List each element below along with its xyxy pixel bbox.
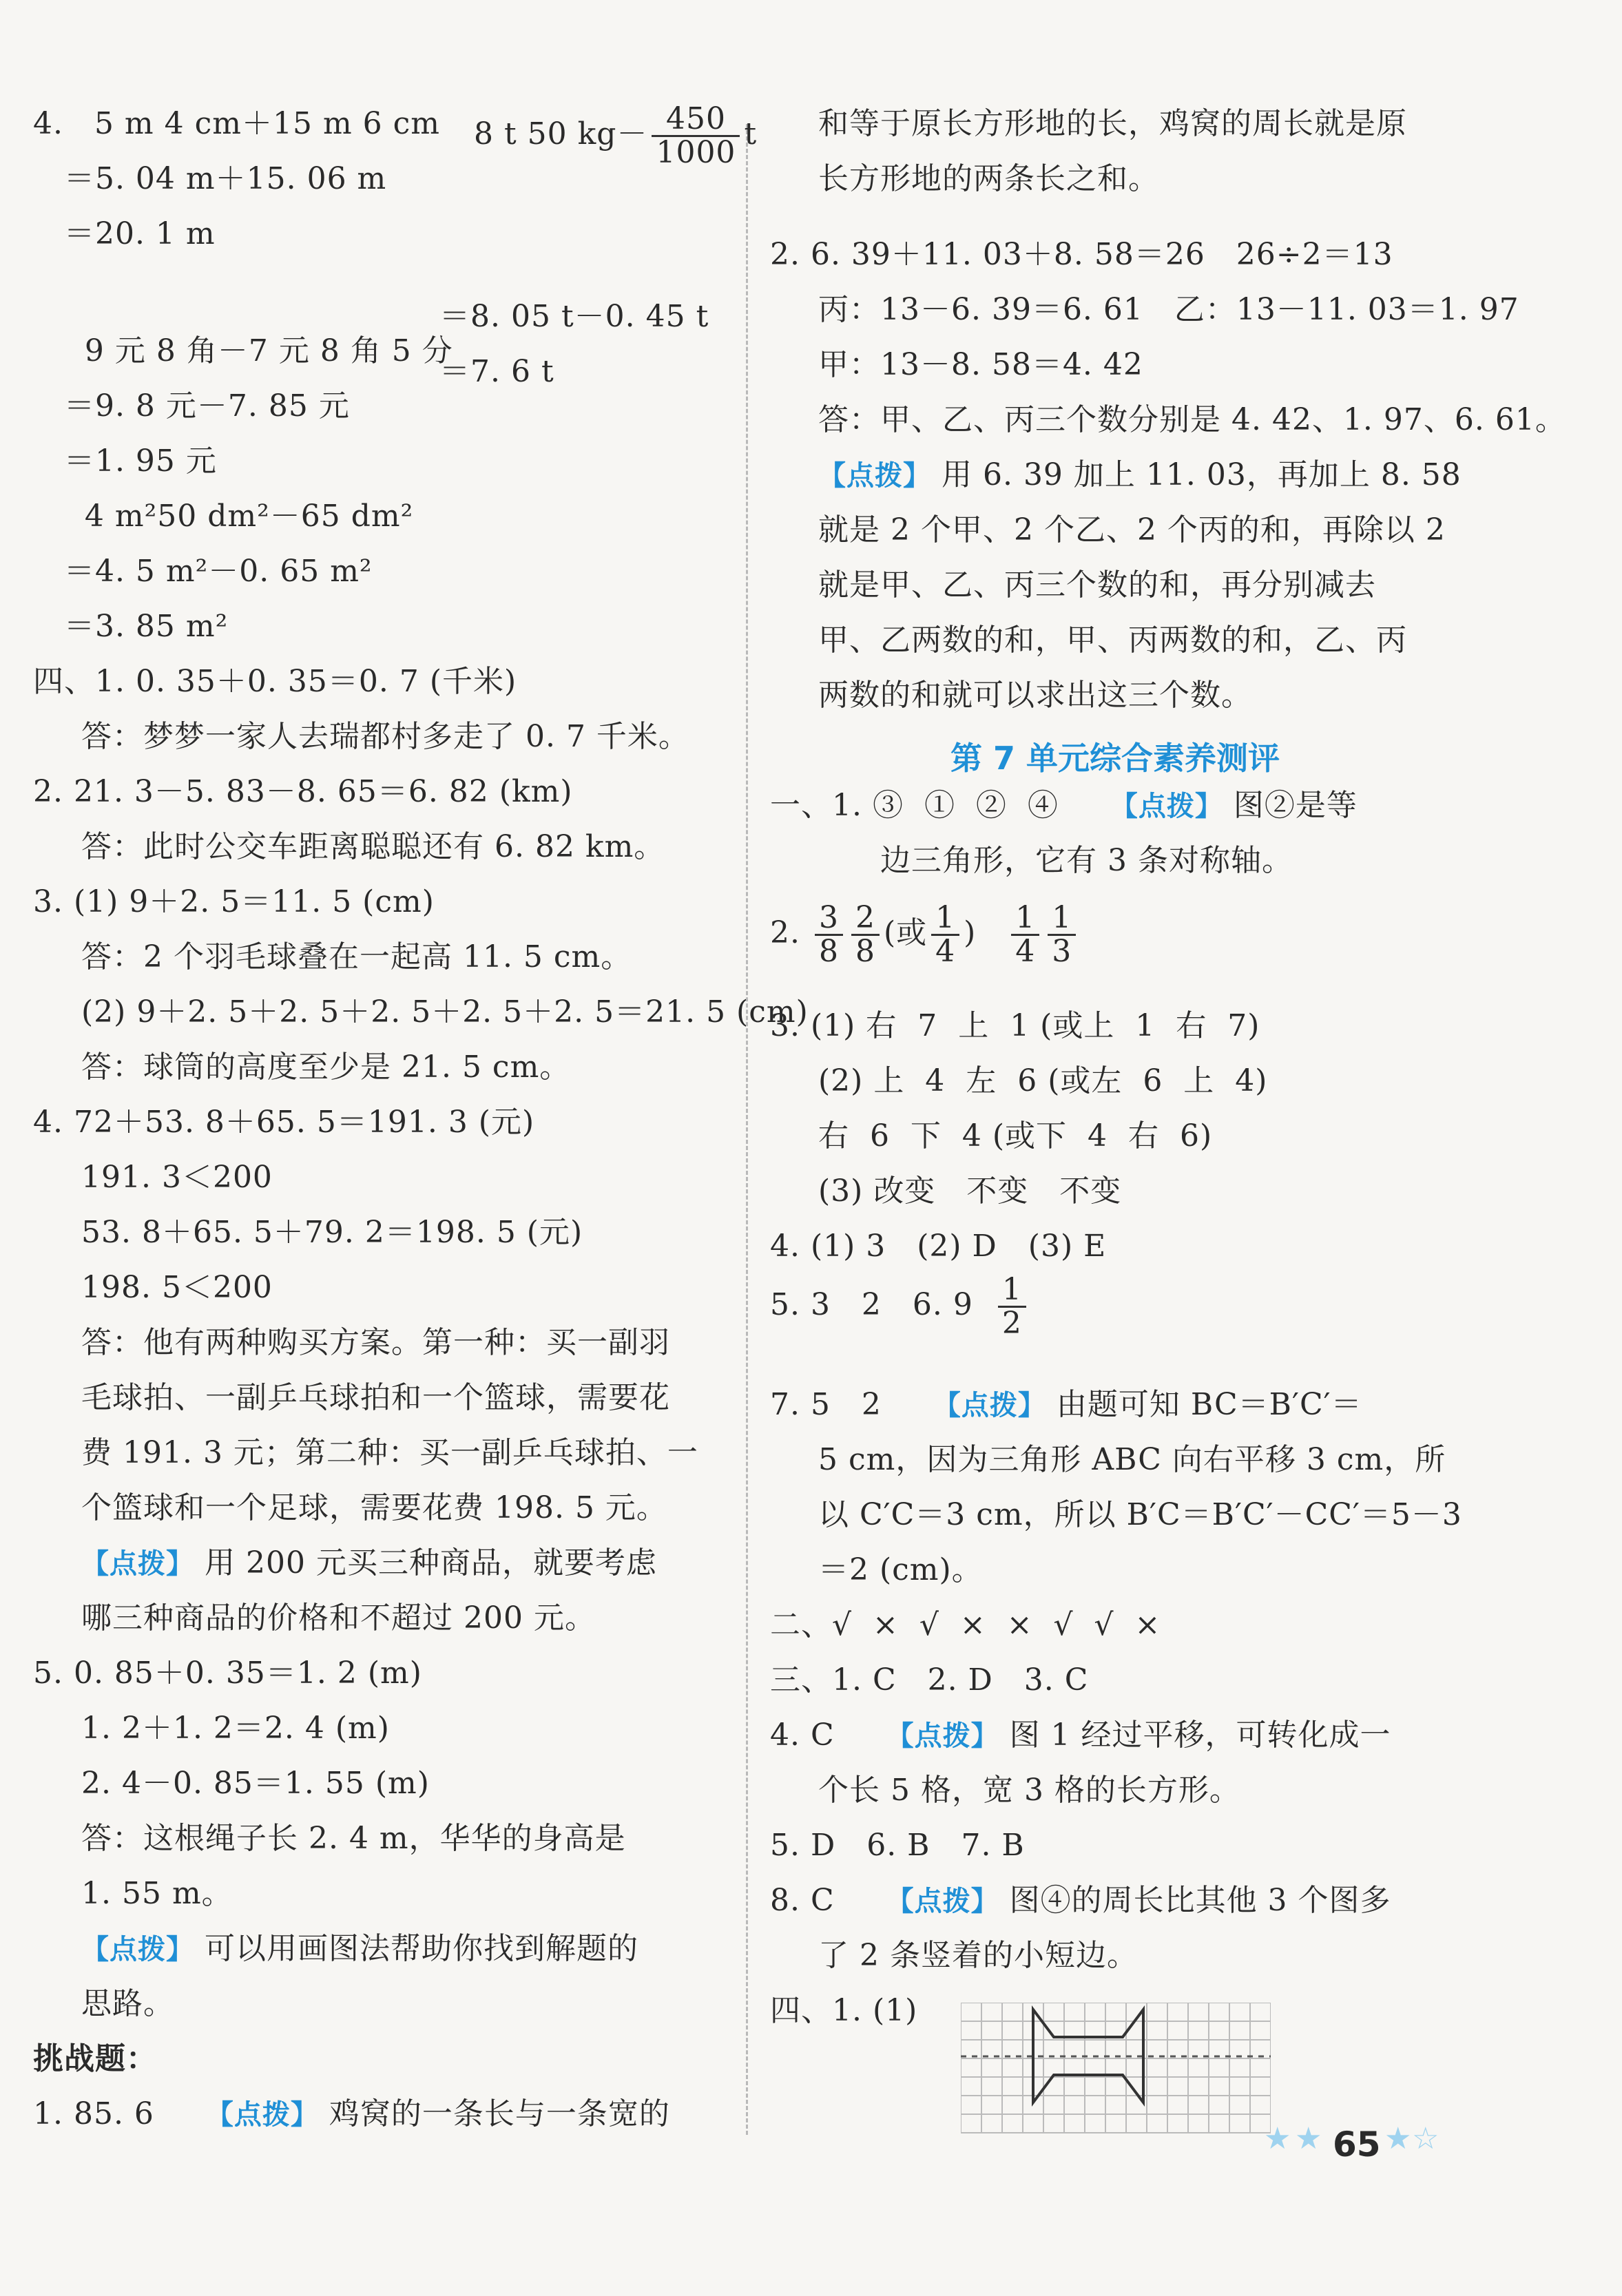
line-text: 可以用画图法帮助你找到解题的 xyxy=(194,1931,638,1966)
column-divider xyxy=(746,124,748,2135)
hint-tag: 【点拨】 xyxy=(1110,791,1223,822)
left-line xyxy=(81,1212,583,1253)
right-line xyxy=(818,675,1252,716)
line-text: 4. 5 m 4 cm＋15 m 6 cm xyxy=(33,106,441,141)
line-text: 5. 0. 85＋0. 35＝1. 2 (m) xyxy=(33,1656,422,1691)
fraction: $\frac{1}{2}$ xyxy=(998,1274,1026,1339)
line-text: 9 元 8 角－7 元 8 角 5 分 xyxy=(33,333,453,368)
right-line-q5: 5. 3 2 6. 9 $\frac{1}{2}$ xyxy=(770,1274,1030,1339)
star-icon: ☆ xyxy=(1412,2121,1439,2156)
line-text: 8. C xyxy=(770,1883,886,1918)
line-text: ＝5. 04 m＋15. 06 m xyxy=(33,161,387,196)
right-line xyxy=(818,455,1462,497)
line-text: 以 C′C＝3 cm，所以 B′C＝B′C′－CC′＝5－3 xyxy=(818,1497,1462,1532)
left-line xyxy=(81,1598,596,1639)
line-text: (2) 上 4 左 6 (或左 6 上 4) xyxy=(818,1063,1268,1098)
left-line xyxy=(33,2038,157,2080)
left-line xyxy=(81,716,689,758)
line-text: 思路。 xyxy=(81,1986,174,2021)
left-line xyxy=(33,881,435,923)
line-text: 1. 55 m。 xyxy=(81,1876,233,1911)
hint-tag: 【点拨】 xyxy=(818,460,931,492)
left-line xyxy=(81,1763,430,1804)
left-line xyxy=(81,1928,638,1970)
hint-tag: 【点拨】 xyxy=(886,1886,999,1917)
left-line xyxy=(33,441,217,482)
line-text: 哪三种商品的价格和不超过 200 元。 xyxy=(81,1600,596,1636)
right-line xyxy=(818,1494,1462,1536)
line-text: 3. (1) 右 7 上 1 (或上 1 右 7) xyxy=(770,1008,1260,1043)
right-line xyxy=(818,103,1407,145)
right-line xyxy=(818,399,1566,441)
right-line xyxy=(770,785,1358,827)
left-line xyxy=(33,158,386,200)
right-line xyxy=(818,565,1376,606)
right-line xyxy=(818,1061,1267,1102)
right-line xyxy=(818,1116,1212,1157)
left-line xyxy=(33,661,517,702)
left-line xyxy=(81,992,809,1033)
line-text: 答：甲、乙、丙三个数分别是 4. 42、1. 97、6. 61。 xyxy=(818,402,1566,437)
hint-tag: 【点拨】 xyxy=(933,1390,1046,1421)
left-line xyxy=(81,1047,570,1088)
line-text: 2. 21. 3－5. 83－8. 65＝6. 82 (km) xyxy=(33,774,573,809)
line-text: 53. 8＋65. 5＋79. 2＝198. 5 (元) xyxy=(81,1215,583,1250)
line-text: 答：球筒的高度至少是 21. 5 cm。 xyxy=(81,1050,571,1085)
left-line xyxy=(81,1708,390,1749)
star-icon: ★ xyxy=(1384,2121,1412,2156)
left-line xyxy=(33,213,216,255)
line-text: 4. (1) 3 (2) D (3) E xyxy=(770,1229,1107,1264)
left-sub-line: 8 t 50 kg－ $\frac{450}{1000}$ t xyxy=(474,101,758,170)
line-text: ＝2 (cm)。 xyxy=(818,1552,983,1587)
line-text: 5 cm，因为三角形 ABC 向右平移 3 cm，所 xyxy=(818,1442,1446,1477)
line-text: 1. 2＋1. 2＝2. 4 (m) xyxy=(81,1711,390,1746)
left-line xyxy=(81,937,632,978)
line-text: 四、1. (1) xyxy=(770,1993,918,2028)
line-text: 答：梦梦一家人去瑞都村多走了 0. 7 千米。 xyxy=(81,719,689,754)
right-line xyxy=(770,1825,1025,1866)
left-line xyxy=(81,1983,174,2025)
right-line-fractions: 2. $\frac{3}{8}$ $\frac{2}{8}$ (或 $\frac{1}{4}$ ) $\frac{1}{4}$ $\frac{1}{3}$ xyxy=(770,902,1080,968)
right-line xyxy=(770,1384,1362,1426)
left-line xyxy=(81,1873,233,1914)
line-text: 三、1. C 2. D 3. C xyxy=(770,1662,1089,1698)
right-line xyxy=(770,1226,1106,1267)
left-line xyxy=(81,1377,670,1419)
line-text: 费 191. 3 元；第二种：买一副乒乓球拍、一 xyxy=(81,1435,698,1470)
line-text: 毛球拍、一副乒乓球拍和一个篮球，需要花 xyxy=(81,1380,670,1415)
star-icon: ★ xyxy=(1264,2121,1291,2156)
right-line xyxy=(818,344,1143,386)
right-line xyxy=(770,1715,1391,1757)
left-sub-line: ＝8. 05 t－0. 45 t xyxy=(439,299,709,334)
line-text: 个篮球和一个足球，需要花费 198. 5 元。 xyxy=(81,1490,667,1525)
line-text: 鸡窝的一条长与一条宽的 xyxy=(318,2096,670,2131)
left-line xyxy=(33,1653,422,1694)
right-line xyxy=(770,1605,1161,1646)
line-text: 丙：13－6. 39＝6. 61 乙：13－11. 03＝1. 97 xyxy=(818,292,1519,327)
left-line xyxy=(33,496,413,537)
line-text: 四、1. 0. 35＋0. 35＝0. 7 (千米) xyxy=(33,664,517,699)
right-line xyxy=(818,1439,1446,1481)
right-line xyxy=(770,1990,917,2032)
line-text: 两数的和就可以求出这三个数。 xyxy=(818,678,1252,713)
fraction: $\frac{3}{8}$ xyxy=(815,902,843,968)
right-line xyxy=(770,234,1393,275)
left-line xyxy=(33,386,350,427)
line-text: 2. 6. 39＋11. 03＋8. 58＝26 26÷2＝13 xyxy=(770,237,1393,272)
line-text: 1. 85. 6 xyxy=(33,2096,206,2131)
right-line xyxy=(880,840,1293,881)
line-text: 长方形地的两条长之和。 xyxy=(818,161,1159,196)
line-text: ＝9. 8 元－7. 85 元 xyxy=(33,388,350,424)
line-text: 图②是等 xyxy=(1223,788,1358,823)
line-text: 二、√ × √ × × √ √ × xyxy=(770,1607,1161,1642)
fraction: $\frac{450}{1000}$ xyxy=(652,103,740,169)
line-text: 5. D 6. B 7. B xyxy=(770,1828,1025,1863)
line-text: 由题可知 BC＝B′C′＝ xyxy=(1046,1387,1362,1422)
line-text: 3. (1) 9＋2. 5＝11. 5 (cm) xyxy=(33,884,435,919)
right-line xyxy=(818,1770,1240,1811)
left-line xyxy=(81,1267,273,1308)
line-text: 挑战题： xyxy=(33,2041,157,2076)
right-line xyxy=(818,1935,1138,1976)
hint-tag: 【点拨】 xyxy=(205,2099,319,2131)
line-text: (2) 9＋2. 5＋2. 5＋2. 5＋2. 5＋2. 5＝21. 5 (cm) xyxy=(81,994,809,1030)
right-line xyxy=(818,620,1407,661)
hint-tag: 【点拨】 xyxy=(886,1720,999,1752)
line-text: ＝20. 1 m xyxy=(33,216,216,251)
answer-grid-figure xyxy=(961,2003,1271,2133)
left-line xyxy=(81,1543,657,1585)
line-text: 和等于原长方形地的长，鸡窝的周长就是原 xyxy=(818,106,1407,141)
line-text: 答：此时公交车距离聪聪还有 6. 82 km。 xyxy=(81,829,665,864)
left-line xyxy=(33,771,573,813)
line-text: 了 2 条竖着的小短边。 xyxy=(818,1938,1138,1973)
fraction: $\frac{2}{8}$ xyxy=(851,902,880,968)
line-text: (3) 改变 不变 不变 xyxy=(818,1173,1122,1209)
right-line xyxy=(818,158,1159,200)
right-line xyxy=(818,289,1519,331)
line-text: 一、1. ③ ① ② ④ xyxy=(770,788,1110,823)
line-text: ＝3. 85 m² xyxy=(33,609,229,644)
right-line xyxy=(770,1005,1260,1047)
hint-tag: 【点拨】 xyxy=(81,1548,194,1580)
fraction: $\frac{1}{4}$ xyxy=(1011,902,1039,968)
line-text: 个长 5 格，宽 3 格的长方形。 xyxy=(818,1773,1240,1808)
fraction: $\frac{1}{3}$ xyxy=(1048,902,1076,968)
line-text: 用 200 元买三种商品，就要考虑 xyxy=(194,1545,657,1580)
section-title: 第 7 单元综合素养测评 xyxy=(950,740,1280,777)
fraction: $\frac{1}{4}$ xyxy=(931,902,959,968)
left-sub-line: ＝7. 6 t xyxy=(439,354,554,389)
line-text: 7. 5 2 xyxy=(770,1387,933,1422)
line-text: 2. 4－0. 85＝1. 55 (m) xyxy=(81,1766,430,1801)
left-line xyxy=(81,1818,626,1859)
left-line xyxy=(81,1432,698,1474)
line-text: 4. 72＋53. 8＋65. 5＝191. 3 (元) xyxy=(33,1105,535,1140)
left-line xyxy=(33,1102,534,1143)
line-text: ＝1. 95 元 xyxy=(33,443,217,479)
left-line xyxy=(81,1322,670,1364)
left-line xyxy=(33,606,228,647)
left-line xyxy=(33,2094,670,2136)
line-text: 甲、乙两数的和，甲、丙两数的和，乙、丙 xyxy=(818,623,1407,658)
line-text: ＝4. 5 m²－0. 65 m² xyxy=(33,554,373,589)
right-line xyxy=(770,1880,1391,1922)
line-text: 图 1 经过平移，可转化成一 xyxy=(999,1718,1391,1753)
left-line xyxy=(33,331,453,372)
left-line xyxy=(81,1488,667,1529)
line-text: 191. 3＜200 xyxy=(81,1160,273,1195)
line-text: 边三角形，它有 3 条对称轴。 xyxy=(880,843,1293,878)
right-line xyxy=(818,1171,1121,1212)
line-text: 用 6. 39 加上 11. 03，再加上 8. 58 xyxy=(931,457,1462,492)
star-icon: ★ xyxy=(1295,2121,1322,2156)
line-text: 甲：13－8. 58＝4. 42 xyxy=(818,347,1143,382)
page-number: 65 xyxy=(1333,2125,1381,2164)
left-line xyxy=(33,103,440,145)
line-text: 图④的周长比其他 3 个图多 xyxy=(999,1883,1391,1918)
line-text: 答：2 个羽毛球叠在一起高 11. 5 cm。 xyxy=(81,939,632,974)
line-text: 198. 5＜200 xyxy=(81,1270,273,1305)
right-line xyxy=(770,1660,1088,1701)
line-text: 右 6 下 4 (或下 4 右 6) xyxy=(818,1118,1213,1154)
left-line xyxy=(81,826,665,868)
line-text: 就是 2 个甲、2 个乙、2 个丙的和，再除以 2 xyxy=(818,512,1446,547)
right-line xyxy=(818,510,1446,551)
hint-tag: 【点拨】 xyxy=(81,1934,194,1965)
unit-label: t xyxy=(744,116,758,152)
line-text: 就是甲、乙、丙三个数的和，再分别减去 xyxy=(818,567,1376,603)
line-text: 答：他有两种购买方案。第一种：买一副羽 xyxy=(81,1325,670,1360)
line-text: 4 m²50 dm²－65 dm² xyxy=(33,499,414,534)
line-text: 4. C xyxy=(770,1718,886,1753)
right-line xyxy=(818,1549,983,1591)
left-line xyxy=(81,1157,273,1198)
line-text: 答：这根绳子长 2. 4 m，华华的身高是 xyxy=(81,1821,626,1856)
left-line xyxy=(33,551,373,592)
